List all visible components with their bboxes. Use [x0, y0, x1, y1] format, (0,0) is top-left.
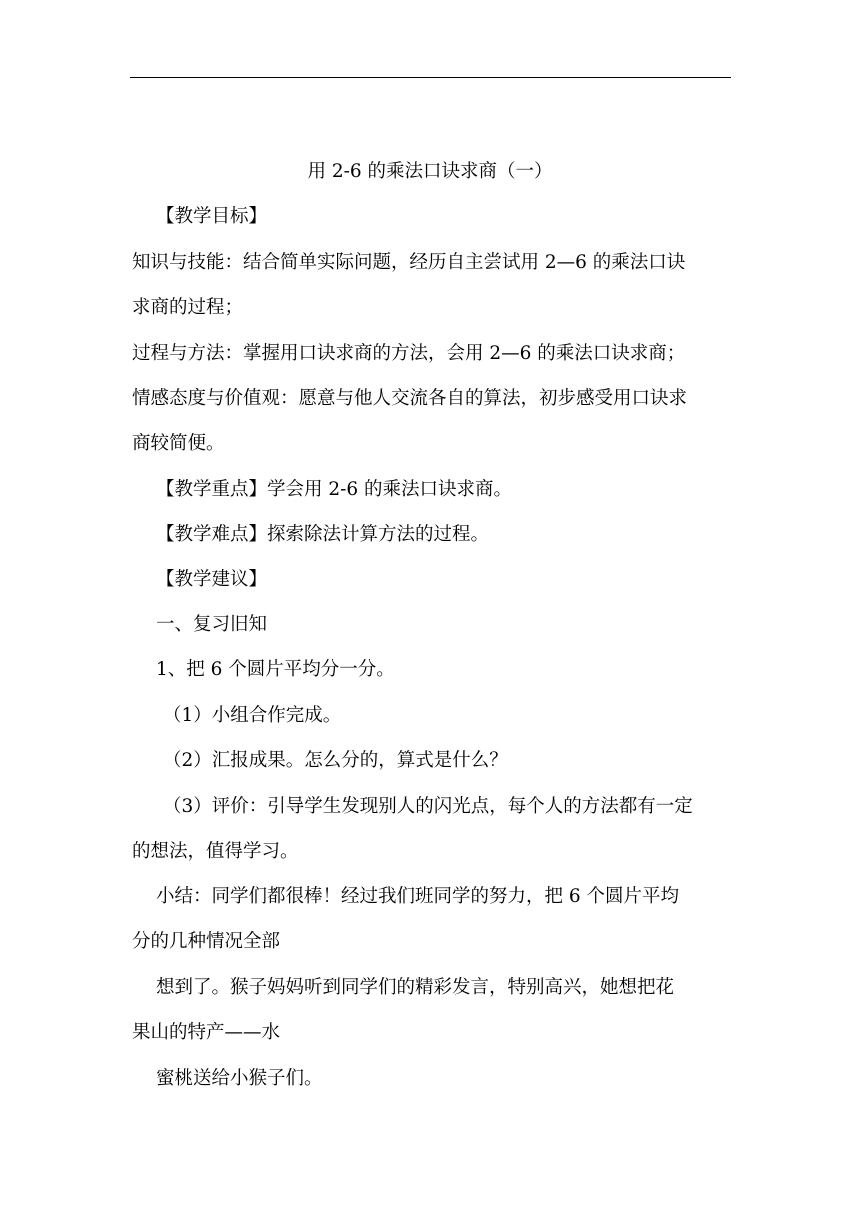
summary-line-5: 蜜桃送给小猴子们。 [156, 1068, 323, 1089]
step-evaluation-line-2: 的想法，值得学习。 [132, 841, 299, 862]
step-report-results: （2）汇报成果。怎么分的，算式是什么？ [163, 750, 508, 771]
step-evaluation-line-1: （3）评价：引导学生发现别人的闪光点，每个人的方法都有一定 [163, 796, 693, 817]
summary-line-2: 分的几种情况全部 [132, 931, 281, 952]
summary-line-1: 小结：同学们都很棒！经过我们班同学的努力，把 6 个圆片平均 [156, 886, 680, 907]
document-title: 用 2-6 的乘法口诀求商（一） [307, 161, 553, 182]
heading-teaching-suggestions: 【教学建议】 [156, 569, 268, 590]
objective-process-methods: 过程与方法：掌握用口诀求商的方法，会用 2—6 的乘法口诀求商； [132, 343, 686, 364]
teaching-key-point: 【教学重点】学会用 2-6 的乘法口诀求商。 [156, 479, 513, 500]
objective-attitude-values-line-1: 情感态度与价值观：愿意与他人交流各自的算法，初步感受用口诀求 [132, 388, 688, 409]
header-rule [130, 77, 731, 78]
step-group-cooperation: （1）小组合作完成。 [163, 705, 342, 726]
objective-knowledge-skills-line-2: 求商的过程； [132, 297, 244, 318]
summary-line-4: 果山的特产——水 [132, 1022, 281, 1043]
objective-attitude-values-line-2: 商较简便。 [132, 433, 225, 454]
section-review-old-knowledge: 一、复习旧知 [156, 614, 268, 635]
summary-line-3: 想到了。猴子妈妈听到同学们的精彩发言，特别高兴，她想把花 [156, 977, 675, 998]
heading-teaching-objectives: 【教学目标】 [156, 206, 268, 227]
objective-knowledge-skills-line-1: 知识与技能：结合简单实际问题，经历自主尝试用 2—6 的乘法口诀 [132, 252, 686, 273]
teaching-difficult-point: 【教学难点】探索除法计算方法的过程。 [156, 524, 490, 545]
list-item-divide-discs: 1、把 6 个圆片平均分一分。 [156, 659, 395, 680]
